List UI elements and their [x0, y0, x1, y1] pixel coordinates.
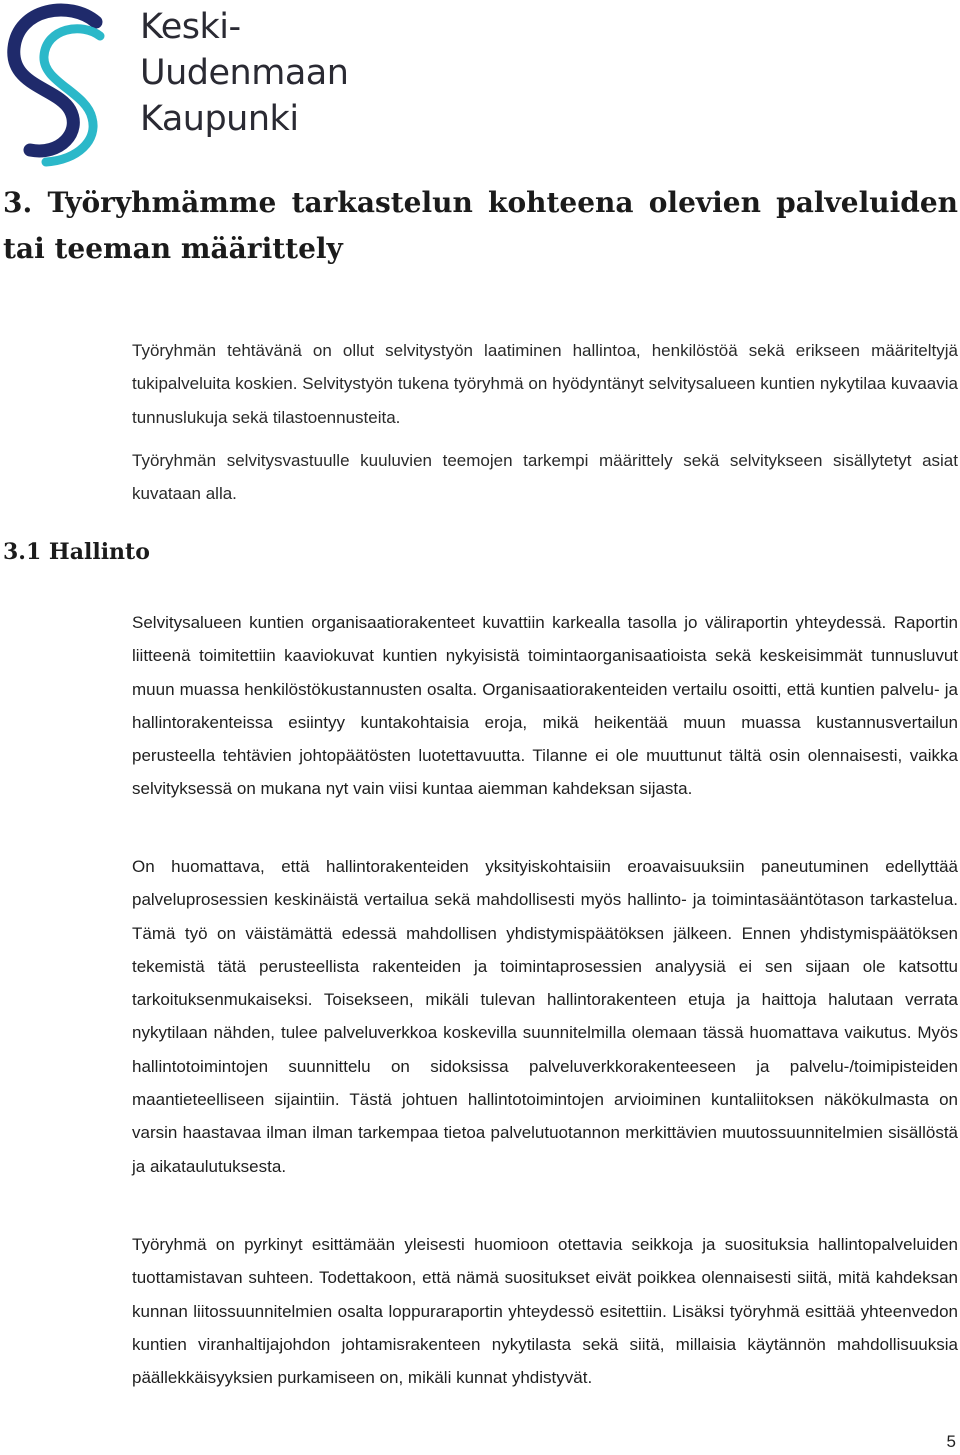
body-paragraph-2: On huomattava, että hallintorakenteiden yksityiskohtaisiin eroavaisuuksiin paneutuminen edellyttää palveluprosessien keskinäistä vertailua sekä mahdollisesti myös hallinto- ja toimintasääntötason tarkastelua. Tämä työ on väistämättä edessä mahdollisen yhdistymispäätöksen jälkeen. Ennen yhdistymispäätöksen tekemistä tätä perusteellista rakenteiden ja toimintaprosessien analyysiä ei sen sijaan ole katsottu tarkoituksenmukaiseksi. Toisekseen, mikäli tulevan hallintorakenteen etuja ja haittoja halutaan verrata nykytilaan nähden, tulee palveluverkkoa koskevilla suunnitelmilla olemaan tässä huomattava vaikutus. Myös hallintotoimintojen suunnittelu on sidoksissa palveluverkkorakenteeseen ja palvelu-/toimipisteiden maantieteelliseen sijaintiin. Tästä johtuen hallintotoimintojen arvioiminen kuntaliitoksen näkökulmasta on varsin haastavaa ilman ilman tarkempaa tietoa palvelutuotannon merkittävien muutossuunnitelmien sisällöstä ja aikataulutuksesta. [132, 857, 958, 1176]
body-paragraph-3: Työryhmä on pyrkinyt esittämään yleisesti huomioon otettavia seikkoja ja suosituksia hallintopalveluiden tuottamistavan suhteen. Todettakoon, että nämä suositukset eivät poikkea olennaisesti siitä, mitä kahdeksan kunnan liitossuunnitelmien osalta loppuraraportin yhteydessö esitettiin. Lisäksi työryhmä esittää yhteenvedon kuntien viranhaltijajohdon johtamisrakenteen nykytilasta sekä siitä, millaisia käytännön mahdollisuuksia päällekkäisyyksien purkamiseen on, mikäli kunnat yhdistyvät. [132, 1235, 958, 1388]
page-number: 5 [946, 1432, 956, 1451]
intro-paragraph-1: Työryhmän tehtävänä on ollut selvitystyön laatiminen hallintoa, henkilöstöä sekä erikseen määriteltyjä tukipalveluita koskien. Selvitystyön tukena työryhmä on hyödyntänyt selvitysalueen kuntien nykytilaa kuvaavia tunnuslukuja sekä tilastoennusteita. [132, 341, 958, 427]
keski-uudenmaan-kaupunki-logo [0, 0, 349, 170]
section-heading: 3. Työryhmämme tarkastelun kohteena olevien palveluiden tai teeman määrittely [3, 186, 958, 265]
subsection-heading: 3.1 Hallinto [3, 539, 150, 565]
logo-line-3: Kaupunki [140, 99, 299, 139]
logo-line-1: Keski- [140, 7, 241, 47]
body-paragraph-1: Selvitysalueen kuntien organisaatiorakenteet kuvattiin karkealla tasolla jo väliraportin yhteydessä. Raportin liitteenä toimitettiin kaaviokuvat kuntien nykyisistä toimintaorganisaatioista sekä keskeisimmät tunnusluvut muun muassa henkilöstökustannusten osalta. Organisaatiorakenteiden vertailu osoitti, että kuntien palvelu- ja hallintorakenteissa esiintyy kuntakohtaisia eroja, mikä heikentää muun muassa kustannusvertailun perusteella tehtävien johtopäätösten luotettavuutta. Tilanne ei ole muuttunut tältä osin olennaisesti, vaikka selvityksessä on mukana nyt vain viisi kuntaa aiemman kahdeksan sijasta. [132, 613, 958, 799]
logo-line-2: Uudenmaan [140, 53, 349, 93]
intro-paragraph-2: Työryhmän selvitysvastuulle kuuluvien teemojen tarkempi määrittely sekä selvitykseen sisällytetyt asiat kuvataan alla. [132, 451, 958, 504]
logo-wordmark [140, 4, 348, 142]
logo-swirl-icon [0, 0, 140, 170]
